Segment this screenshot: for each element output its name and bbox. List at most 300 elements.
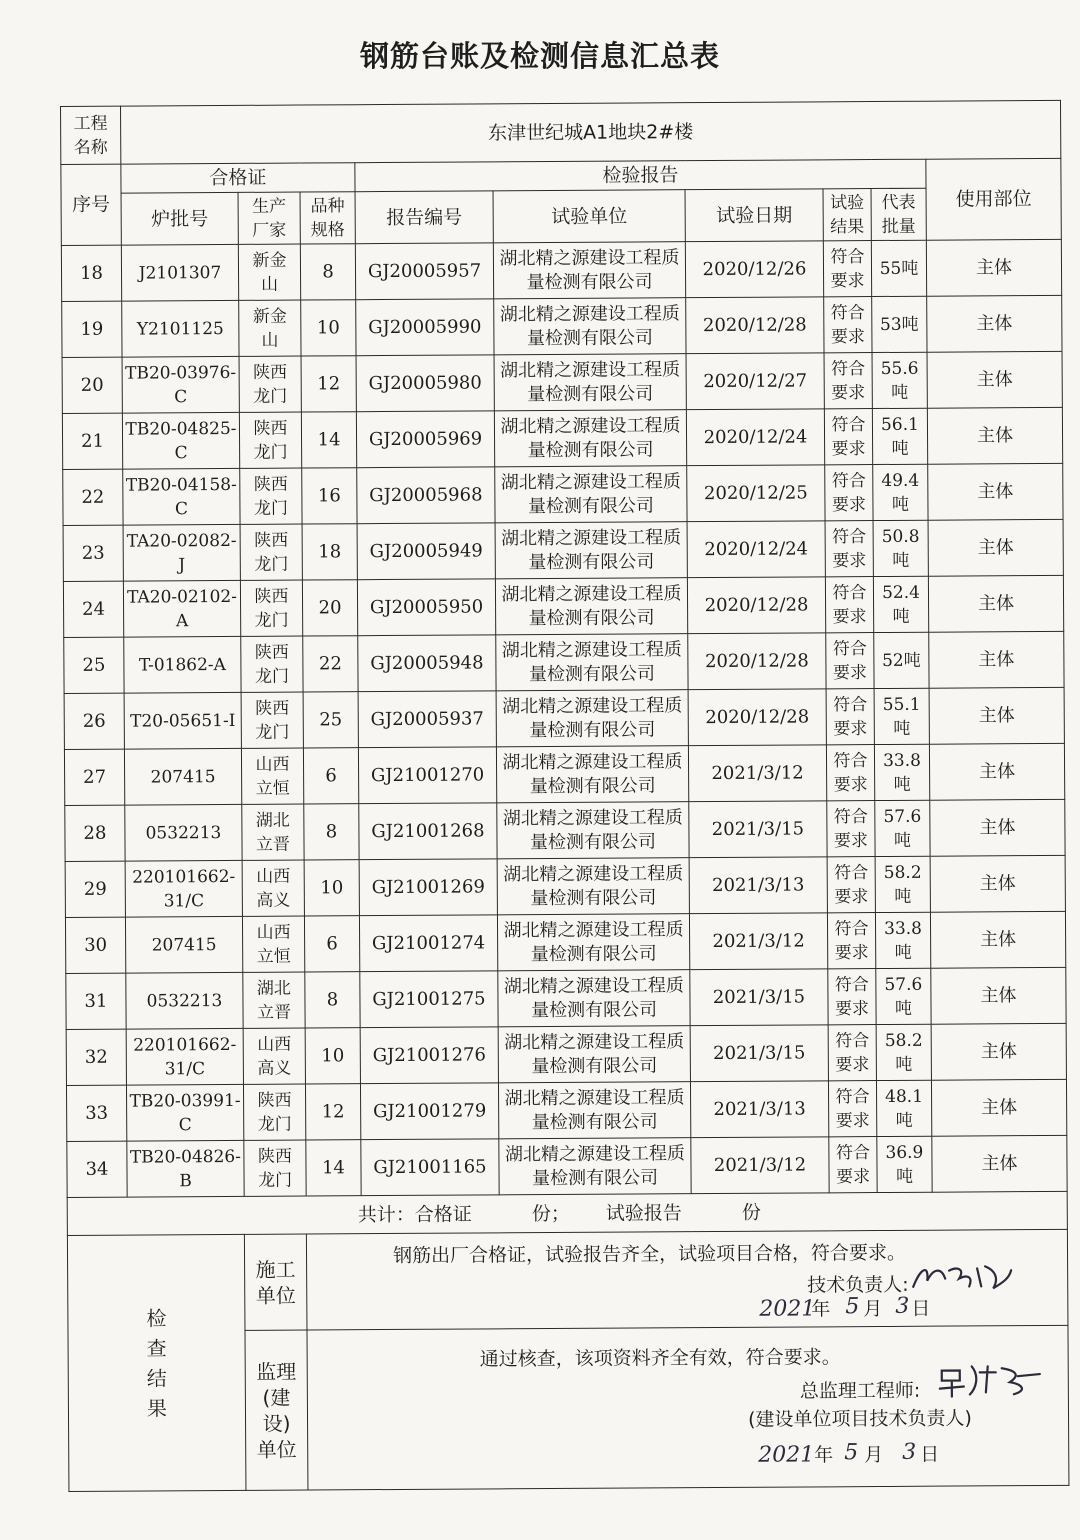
row-seq [62,357,122,413]
row-result-text: 符合要求 [834,918,869,963]
row-maker [240,468,302,524]
row-furnace-no [126,972,243,1029]
construction-date-day: 3 [895,1293,910,1319]
row-lab-text: 湖北精之源建设工程质量检测有限公司 [503,862,684,909]
summary-report-label: 试验报告 [605,1201,682,1225]
row-usage-text: 主体 [976,424,1014,446]
row-lab-text: 湖北精之源建设工程质量检测有限公司 [504,1142,685,1189]
supervision-date-d: 日 [920,1443,940,1466]
construction-box [306,1229,1068,1330]
table-row [62,295,1062,357]
row-maker-text: 山西高义 [256,866,291,911]
header-report-group: 检验报告 [355,159,926,191]
row-furnace-no-text: TB20-04826-B [129,1146,241,1191]
row-report-no [357,523,495,580]
construction-label [244,1234,307,1330]
table-row [63,463,1063,525]
row-spec [304,804,359,860]
row-maker [239,300,301,356]
row-maker-text: 陕西龙门 [254,642,290,687]
row-furnace-no-text: 207415 [151,934,217,955]
row-spec-text: 16 [317,484,341,506]
row-maker [243,1084,305,1140]
header-spec [300,192,355,244]
row-furnace-no [127,1140,244,1197]
row-usage [927,295,1062,352]
row-batch-text: 50.8吨 [881,526,920,571]
table-row [64,743,1064,805]
row-lab-text: 湖北精之源建设工程质量检测有限公司 [502,750,683,797]
ledger-body [61,239,1067,1197]
header-lab: 试验单位 [493,190,685,243]
row-test-date-text: 2021/3/15 [711,817,805,840]
row-furnace-no-text: TB20-04825-C [125,418,237,463]
row-spec-text: 8 [322,260,334,282]
header-test-date: 试验日期 [685,189,823,242]
row-seq-text: 33 [85,1102,109,1124]
row-report-no-text: GJ21001165 [373,1155,487,1178]
row-report-no [356,411,494,468]
row-maker-text: 陕西龙门 [253,418,288,463]
row-maker [240,524,302,580]
row-report-no [357,579,495,636]
row-spec-text: 12 [317,372,341,394]
row-test-date-text: 2021/3/12 [713,1153,807,1176]
row-usage-text: 主体 [979,872,1016,894]
row-maker [239,412,301,468]
row-batch [875,800,930,856]
page-title: 钢筋台账及检测信息汇总表 [359,39,720,73]
row-usage-text: 主体 [981,1096,1018,1118]
row-test-date [686,409,824,466]
header-spec-text: 品种规格 [310,195,345,240]
row-batch-text: 55吨 [879,258,919,279]
row-result-text: 符合要求 [834,862,869,907]
row-usage [930,911,1065,968]
row-seq-text: 18 [80,262,104,284]
row-spec-text: 6 [325,764,337,786]
row-lab-text: 湖北精之源建设工程质量检测有限公司 [500,414,681,461]
table-row [64,631,1064,693]
row-usage-text: 主体 [979,816,1016,838]
project-row [61,100,1061,164]
header-seq: 序号 [61,164,121,245]
check-result-text: 检查结果 [146,1305,168,1420]
construction-date-y: 年 [811,1298,831,1321]
row-test-date-text: 2021/3/13 [713,1097,806,1120]
header-maker-text: 生产厂家 [252,196,287,241]
row-seq-text: 34 [85,1158,109,1180]
summary-cert-label: 合格证 [414,1203,472,1226]
row-seq [64,749,124,805]
row-test-date [688,633,826,690]
row-maker-text: 陕西龙门 [257,1090,292,1135]
row-result [828,1081,876,1137]
row-lab-text: 湖北精之源建设工程质量检测有限公司 [504,1086,685,1133]
row-furnace-no [124,692,241,749]
row-maker [241,636,303,692]
supervision-date-day: 3 [902,1439,917,1465]
row-lab [497,914,689,971]
row-result [825,465,873,521]
row-report-no-text: GJ20005980 [368,371,482,394]
row-seq-text: 26 [82,710,106,732]
table-row [65,911,1065,973]
row-test-date [686,353,824,410]
row-spec [302,580,357,636]
row-test-date-text: 2020/12/28 [704,649,809,672]
construction-date-month: 5 [845,1294,860,1320]
row-usage [929,743,1064,800]
row-usage [930,799,1065,856]
row-test-date-text: 2020/12/24 [703,425,808,448]
row-furnace-no [121,244,238,301]
construction-date-d: 日 [911,1297,931,1320]
row-seq [63,525,123,581]
row-spec-text: 8 [325,820,338,842]
row-spec [303,748,358,804]
row-usage [927,407,1062,464]
construction-label-text: 施工单位 [255,1257,296,1308]
row-report-no [361,1139,499,1196]
row-report-no-text: GJ20005990 [368,315,482,338]
row-usage-text: 主体 [976,368,1013,390]
construction-date-m: 月 [863,1297,883,1321]
construction-signer-label: 技术负责人: [807,1273,909,1297]
row-seq-text: 32 [84,1046,108,1068]
row-batch-text: 56.1吨 [880,414,919,459]
row-lab-text: 湖北精之源建设工程质量检测有限公司 [499,302,680,349]
row-usage-text: 主体 [980,984,1017,1006]
supervision-date-year: 2021 [758,1442,815,1468]
row-spec [306,1140,361,1196]
row-furnace-no [122,356,239,413]
row-seq [64,637,124,693]
row-result [825,577,873,633]
row-usage-text: 主体 [977,536,1014,558]
row-seq-text: 30 [84,934,108,956]
row-batch [875,856,930,912]
row-batch [873,520,928,576]
row-batch-text: 57.6吨 [883,806,922,851]
row-furnace-no [125,804,242,861]
row-seq-text: 22 [81,486,105,508]
row-spec-text: 8 [326,988,339,1010]
row-maker [244,1140,306,1196]
row-batch-text: 57.6吨 [884,974,923,1019]
row-spec-text: 10 [321,1044,345,1066]
row-test-date [689,857,827,914]
row-maker-text: 湖北立晋 [256,978,292,1023]
row-report-no [356,299,494,356]
row-result-text: 符合要求 [835,1030,870,1075]
row-batch-text: 49.4吨 [881,470,920,515]
row-maker-text: 新金山 [252,306,287,351]
row-maker [239,356,301,412]
row-test-date [685,241,823,298]
row-spec-text: 14 [321,1156,346,1178]
row-maker-text: 陕西龙门 [255,698,290,743]
row-lab [494,298,686,355]
row-maker-text: 陕西龙门 [254,530,289,575]
row-report-no-text: GJ21001276 [372,1043,486,1066]
row-usage [929,631,1064,688]
row-usage [928,575,1063,632]
row-batch-text: 58.2吨 [883,862,922,907]
table-row [64,687,1064,749]
row-seq [61,245,121,301]
row-report-no [359,803,497,860]
row-usage [931,1023,1066,1080]
row-spec-text: 20 [318,596,342,618]
row-lab [494,410,686,467]
row-report-no [359,859,497,916]
row-report-no [360,971,498,1028]
row-maker-text: 陕西龙门 [257,1146,293,1191]
row-furnace-no [124,636,241,693]
row-report-no-text: GJ20005957 [367,259,482,282]
row-batch [874,744,929,800]
supervision-label [245,1330,308,1490]
row-lab-text: 湖北精之源建设工程质量检测有限公司 [500,470,681,517]
row-seq [66,973,126,1029]
row-usage-text: 主体 [980,1040,1017,1062]
row-test-date-text: 2020/12/28 [702,313,807,336]
row-spec-text: 6 [326,932,338,954]
row-batch [873,464,928,520]
row-test-date-text: 2020/12/24 [704,537,809,560]
row-usage-text: 主体 [979,760,1016,782]
row-seq-text: 23 [81,542,105,564]
row-maker [242,916,304,972]
row-report-no-text: GJ21001269 [371,875,485,898]
row-test-date-text: 2021/3/15 [712,985,806,1008]
row-usage-text: 主体 [978,648,1015,670]
row-report-no [358,747,496,804]
supervision-date-y: 年 [814,1444,834,1467]
row-lab-text: 湖北精之源建设工程质量检测有限公司 [499,246,680,293]
summary-report-copies: 份 [741,1201,761,1224]
header-maker [238,192,300,244]
row-lab-text: 湖北精之源建设工程质量检测有限公司 [502,806,683,853]
row-report-no [360,1027,498,1084]
row-batch-text: 33.8吨 [883,750,921,795]
row-test-date [690,1081,828,1138]
row-report-no-text: GJ21001274 [371,931,486,954]
row-furnace-no [126,1084,243,1141]
row-spec [301,356,356,412]
row-result [823,241,871,297]
row-furnace-no-text: TB20-03991-C [129,1090,241,1135]
row-test-date [687,577,825,634]
row-result-text: 符合要求 [831,470,867,515]
row-usage-text: 主体 [977,480,1014,502]
row-seq-text: 19 [80,318,104,340]
row-spec-text: 14 [317,428,341,450]
row-maker-text: 山西立恒 [256,922,291,967]
row-report-no-text: GJ20005937 [370,707,484,730]
row-furnace-no-text: TA20-02102-A [126,586,237,631]
row-seq-text: 25 [82,654,106,676]
row-batch [873,576,928,632]
row-seq [65,917,125,973]
row-report-no-text: GJ20005949 [369,539,483,562]
row-test-date-text: 2020/12/27 [703,369,808,392]
row-batch-text: 55.6吨 [880,358,919,403]
table-row [67,1135,1067,1197]
summary-cert-copies: 份； [531,1202,570,1225]
row-result [827,857,875,913]
row-seq [64,693,124,749]
header-result [823,189,871,241]
row-lab [499,1138,691,1195]
row-lab-text: 湖北精之源建设工程质量检测有限公司 [504,1030,685,1077]
row-batch [872,352,927,408]
construction-signature [907,1256,1017,1297]
table-row [63,519,1063,581]
row-maker [242,804,304,860]
project-label-text: 工程名称 [73,113,108,158]
row-furnace-no-text: 0532213 [145,822,222,843]
row-maker [241,748,303,804]
header-batch-text: 代表批量 [881,192,916,237]
summary-cell [67,1191,1067,1235]
row-maker-text: 陕西龙门 [253,362,288,407]
row-maker-text: 山西高义 [257,1034,292,1079]
header-batch [871,188,926,240]
row-result [824,353,872,409]
row-result [828,969,876,1025]
supervision-statement: 通过核查，该项资料齐全有效，符合要求。 [479,1346,841,1371]
row-result [826,633,874,689]
row-batch [877,1136,932,1192]
row-lab-text: 湖北精之源建设工程质量检测有限公司 [503,974,684,1021]
summary-prefix: 共计： [357,1203,415,1226]
row-lab [493,242,685,299]
row-report-no-text: GJ20005969 [368,427,483,450]
row-report-no [355,243,493,300]
row-furnace-no [123,468,240,525]
row-lab [496,634,688,691]
row-report-no-text: GJ21001270 [370,763,485,786]
row-seq-text: 28 [83,822,107,844]
row-test-date [689,801,827,858]
header-row-2 [61,187,1061,245]
row-maker [238,244,300,300]
row-result [827,913,875,969]
row-furnace-no-text: T-01862-A [138,654,226,676]
row-report-no-text: GJ21001268 [371,819,485,842]
row-test-date [690,969,828,1026]
row-lab [498,1082,690,1139]
row-usage [931,967,1066,1024]
table-row [66,1023,1066,1085]
row-spec-text: 10 [316,316,340,338]
row-spec [301,300,356,356]
row-result-text: 符合要求 [830,302,865,347]
row-usage-text: 主体 [977,592,1015,614]
row-spec [302,524,357,580]
row-batch [876,1024,931,1080]
row-furnace-no-text: TA20-02082-J [126,530,237,575]
row-test-date [690,1025,828,1082]
row-batch [871,240,926,296]
row-usage [930,855,1065,912]
row-seq-text: 29 [83,878,107,900]
row-spec-text: 25 [319,708,343,730]
supervision-date-m: 月 [864,1443,884,1467]
row-spec [303,636,358,692]
row-result-text: 符合要求 [833,806,869,851]
row-usage [931,1079,1066,1136]
row-batch-text: 53吨 [879,314,919,335]
construction-statement: 钢筋出厂合格证，试验报告齐全，试验项目合格，符合要求。 [392,1241,907,1267]
row-batch-text: 52吨 [882,650,921,671]
row-spec-text: 12 [321,1100,345,1122]
row-test-date-text: 2021/3/15 [713,1041,806,1064]
supervision-signer-label: 总监理工程师: [799,1379,921,1403]
row-furnace-no [125,916,242,973]
project-label [61,106,121,164]
row-furnace-no-text: 220101662-31/C [132,866,236,911]
row-test-date [686,297,824,354]
row-batch [872,408,927,464]
row-seq-text: 21 [81,430,105,452]
table-row [61,239,1061,301]
summary-row [67,1191,1067,1235]
ledger-table [60,100,1069,1492]
supervision-label-text: 监理(建设)单位 [256,1359,297,1462]
row-test-date [687,521,825,578]
row-report-no-text: GJ20005948 [370,651,484,674]
row-test-date-text: 2021/3/12 [711,761,804,784]
row-report-no-text: GJ20005950 [369,595,484,618]
row-usage [927,351,1062,408]
row-batch-text: 52.4吨 [881,582,920,627]
row-maker [240,580,302,636]
row-usage-text: 主体 [978,704,1015,726]
row-seq [65,805,125,861]
table-row [66,1079,1066,1141]
row-spec [304,860,359,916]
row-usage-text: 主体 [981,1152,1018,1174]
row-report-no [359,915,497,972]
row-result-text: 符合要求 [831,414,866,459]
row-batch-text: 58.2吨 [884,1030,923,1075]
row-report-no [357,467,495,524]
row-seq [62,301,122,357]
row-test-date-text: 2020/12/26 [702,257,807,280]
row-maker-text: 山西立恒 [255,754,290,799]
row-result-text: 符合要求 [832,638,868,683]
supervision-signer-note: (建设单位项目技术负责人) [747,1407,972,1431]
row-seq [63,581,123,637]
row-test-date [687,465,825,522]
row-furnace-no [122,300,239,357]
row-result-text: 符合要求 [835,1142,871,1187]
row-lab [495,466,687,523]
row-report-no-text: GJ21001275 [372,987,486,1010]
row-lab [495,522,687,579]
row-report-no [360,1083,498,1140]
row-spec-text: 10 [320,876,344,898]
row-furnace-no-text: TB20-03976-C [125,362,237,407]
row-test-date [689,913,827,970]
row-result-text: 符合要求 [830,246,865,291]
row-spec [301,412,356,468]
row-maker [242,860,304,916]
row-report-no [358,635,496,692]
